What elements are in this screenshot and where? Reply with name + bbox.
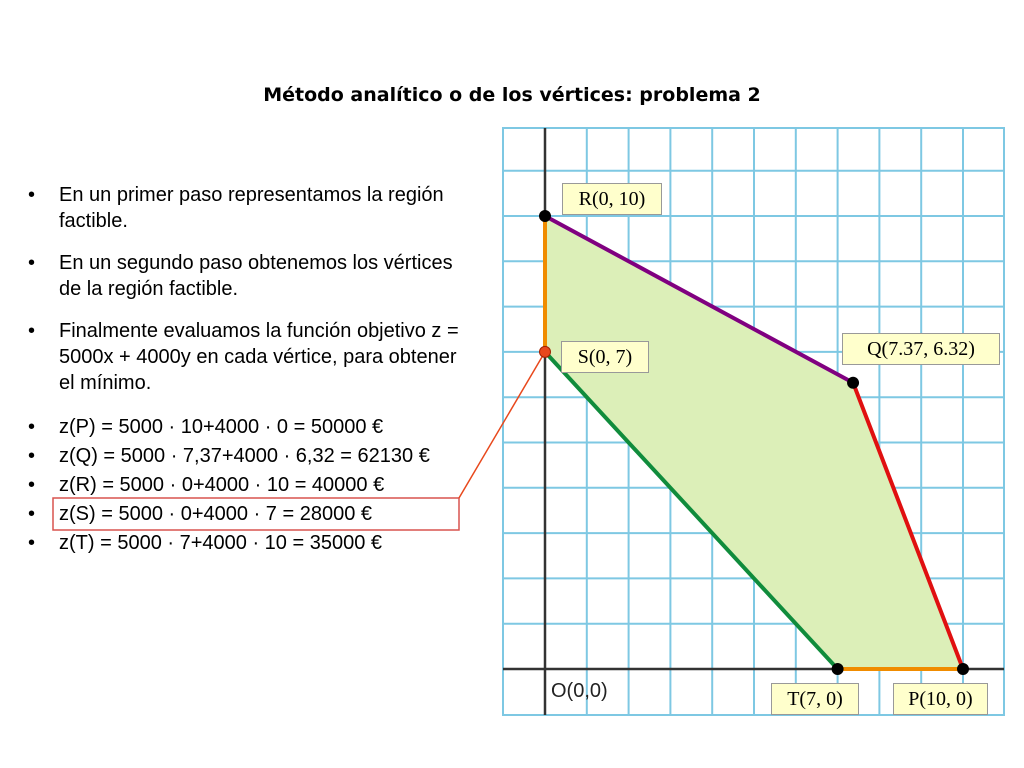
evaluation-r: • z(R) = 5000 · 0+4000 · 10 = 40000 € [28, 472, 498, 498]
step-bullet-1: • En un primer paso representamos la región factible. [28, 182, 459, 234]
vertex-label-p: P(10, 0) [893, 683, 988, 715]
vertex-label-r: R(0, 10) [562, 183, 662, 215]
evaluation-q: • z(Q) = 5000 · 7,37+4000 · 6,32 = 62130 € [28, 443, 449, 469]
vertex-point-s [540, 346, 551, 357]
vertex-label-s: S(0, 7) [561, 341, 649, 373]
vertex-point-p [958, 664, 969, 675]
vertex-point-t [832, 664, 843, 675]
step-bullet-3: • Finalmente evaluamos la función objetivo z = 5000x + 4000y en cada vértice, para obtener el mínimo. [28, 318, 459, 396]
evaluation-t: • z(T) = 5000 · 7+4000 · 10 = 35000 € [28, 530, 498, 556]
origin-label: O(0,0) [551, 680, 608, 702]
evaluation-s: • z(S) = 5000 · 0+4000 · 7 = 28000 € [28, 501, 498, 527]
vertex-point-r [540, 211, 551, 222]
highlight-box [53, 498, 459, 530]
step-bullet-2: • En un segundo paso obtenemos los vértices de la región factible. [28, 250, 459, 302]
evaluation-p: • z(P) = 5000 · 10+4000 · 0 = 50000 € [28, 414, 498, 440]
vertex-point-q [848, 377, 859, 388]
vertex-label-q: Q(7.37, 6.32) [842, 333, 1000, 365]
slide-title: Método analítico o de los vértices: problema 2 [263, 84, 761, 106]
vertex-label-t: T(7, 0) [771, 683, 859, 715]
